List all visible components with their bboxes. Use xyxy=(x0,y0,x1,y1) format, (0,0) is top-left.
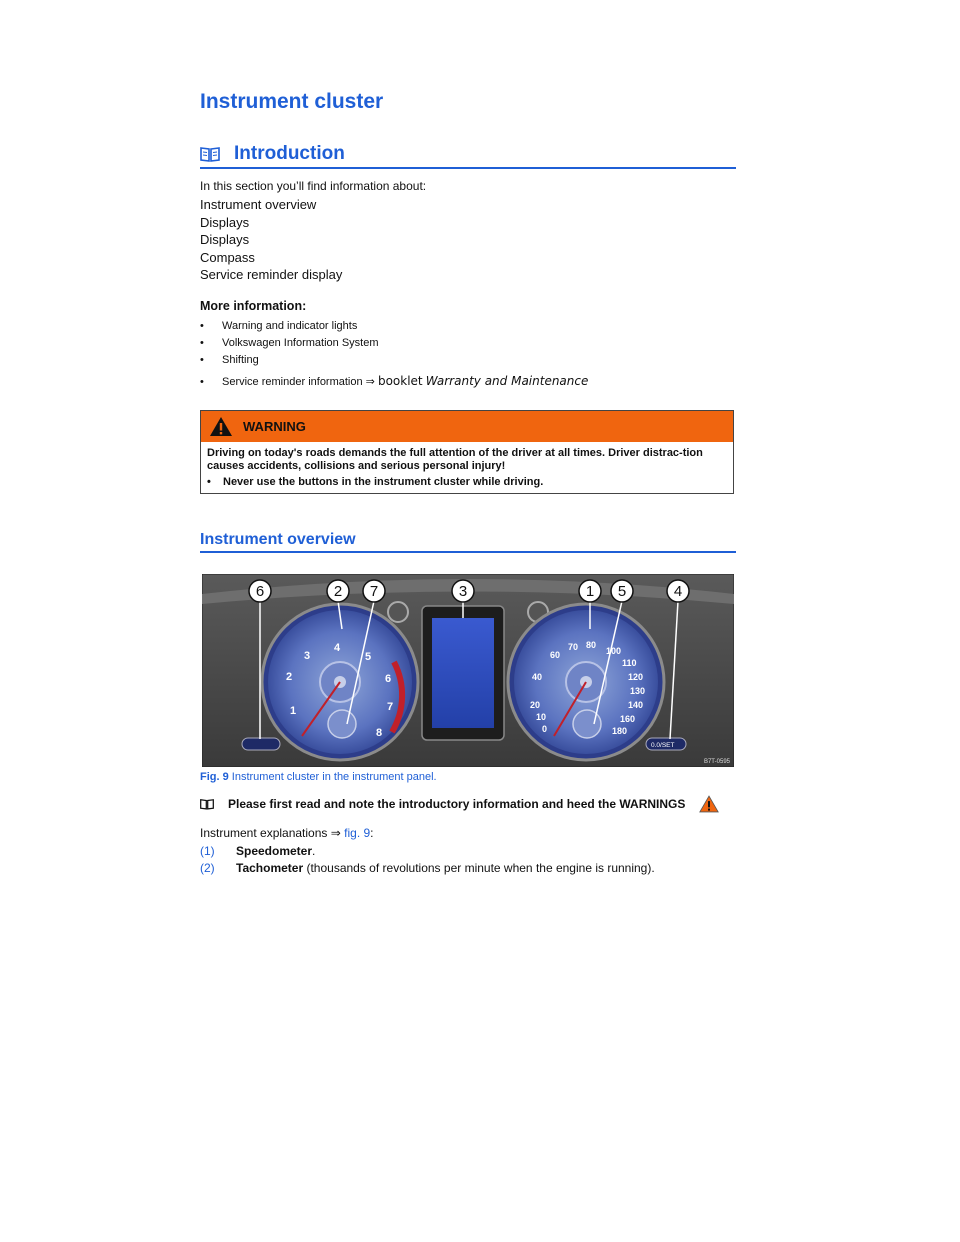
explanation-item xyxy=(200,861,655,875)
explain-prefix: Instrument explanations ⇒ xyxy=(200,826,345,840)
warning-bullet-text: Never use the buttons in the instrument cluster while driving. xyxy=(223,476,544,488)
topic-link[interactable]: Displays xyxy=(200,214,250,230)
list-item-text: Service reminder information ⇒ xyxy=(222,376,378,388)
speed-tick-label: 0 xyxy=(542,724,548,734)
instrument-explanations xyxy=(200,826,374,840)
topic-link[interactable]: Displays xyxy=(200,232,250,248)
more-information-list xyxy=(200,320,588,391)
speed-tick-label: 130 xyxy=(630,686,646,696)
item-term: Tachometer xyxy=(236,861,304,875)
list-item-text: Shifting xyxy=(222,354,259,366)
figure-number: Fig. 9 xyxy=(200,771,229,783)
bullet-icon: • xyxy=(200,354,204,366)
explanation-item xyxy=(200,844,315,858)
callout-label: 7 xyxy=(369,583,379,600)
bullet-icon: • xyxy=(207,476,211,488)
item-rest: (thousands of revolutions per minute when the engine is running). xyxy=(303,861,655,875)
more-information-title: More information: xyxy=(200,299,307,313)
booklet-title: Warranty and Maintenance xyxy=(425,374,589,388)
section-heading-text: Introduction xyxy=(234,143,345,164)
open-book-icon xyxy=(200,146,220,162)
list-item[interactable] xyxy=(200,374,588,391)
speed-tick-label: 70 xyxy=(568,642,579,652)
speed-tick-label: 180 xyxy=(612,726,628,736)
figure-code: B7T-0595 xyxy=(703,759,730,765)
item-term: Speedometer xyxy=(236,844,313,858)
callout-label: 1 xyxy=(585,583,595,600)
warning-label: WARNING xyxy=(243,419,306,434)
speedometer-dial xyxy=(508,604,664,760)
topic-link[interactable]: Instrument overview xyxy=(200,197,317,212)
warning-bullet xyxy=(207,476,727,489)
section-heading-introduction xyxy=(200,143,736,169)
explain-suffix: : xyxy=(370,826,374,840)
speed-tick-label: 160 xyxy=(620,714,636,724)
callout-label: 6 xyxy=(255,583,265,600)
page-title: Instrument cluster xyxy=(200,90,384,113)
warning-text: Driving on today's roads demands the full attention of the driver at all times. Driver distrac-tion causes accidents, collisions and serious personal injury! xyxy=(207,447,703,472)
warning-triangle-icon xyxy=(209,416,233,437)
speed-tick-label: 10 xyxy=(536,712,547,722)
warnings-note xyxy=(200,795,719,813)
figure-caption xyxy=(200,771,437,783)
speed-tick-label: 120 xyxy=(628,672,644,682)
list-item-text: Warning and indicator lights xyxy=(222,320,358,332)
item-rest: . xyxy=(312,844,316,858)
figure-caption-text: Instrument cluster in the instrument panel. xyxy=(228,771,437,783)
tach-tick-label: 8 xyxy=(376,727,383,739)
left-knob[interactable] xyxy=(388,602,408,622)
left-clock-button[interactable] xyxy=(242,738,280,750)
booklet-word: booklet xyxy=(377,374,423,388)
list-item-text: Volkswagen Information System xyxy=(222,337,379,349)
warning-header xyxy=(201,411,733,442)
center-display xyxy=(422,606,504,740)
item-number[interactable]: (1) xyxy=(200,844,215,858)
callout-label: 4 xyxy=(673,583,683,600)
figure-link[interactable]: fig. 9 xyxy=(344,826,371,840)
bullet-icon: • xyxy=(200,320,204,332)
speed-tick-label: 20 xyxy=(530,700,541,710)
speed-tick-label: 110 xyxy=(622,658,637,668)
callout-label: 2 xyxy=(333,583,343,600)
topic-link[interactable]: Compass xyxy=(200,249,255,265)
list-item[interactable] xyxy=(200,320,588,337)
item-number[interactable]: (2) xyxy=(200,861,215,875)
tach-tick-label: 4 xyxy=(334,642,341,654)
warning-body xyxy=(201,442,733,489)
section-heading-instrument-overview: Instrument overview xyxy=(200,531,736,553)
warning-triangle-icon[interactable] xyxy=(699,795,719,813)
tach-tick-label: 1 xyxy=(290,705,297,717)
list-item[interactable] xyxy=(200,354,588,371)
bullet-icon: • xyxy=(200,337,204,349)
callout-label: 5 xyxy=(617,583,627,600)
topic-list xyxy=(200,196,342,284)
open-book-icon xyxy=(200,798,214,810)
bullet-icon: • xyxy=(200,376,204,388)
tach-tick-label: 5 xyxy=(365,651,372,663)
speed-tick-label: 60 xyxy=(550,650,561,660)
topic-link[interactable]: Service reminder display xyxy=(200,267,343,283)
intro-lead: In this section you’ll find information about: xyxy=(200,179,427,193)
tach-tick-label: 7 xyxy=(387,701,394,713)
list-item[interactable] xyxy=(200,337,588,354)
tach-tick-label: 2 xyxy=(286,671,293,683)
speed-tick-label: 100 xyxy=(606,646,622,656)
callout-label: 3 xyxy=(458,583,468,600)
tach-tick-label: 6 xyxy=(385,673,392,685)
speed-tick-label: 40 xyxy=(532,672,543,682)
speed-tick-label: 80 xyxy=(586,640,597,650)
instrument-cluster-figure xyxy=(202,574,734,767)
tach-tick-label: 3 xyxy=(304,650,311,662)
warning-box xyxy=(200,410,734,494)
warnings-note-text: Please first read and note the introductory information and heed the WARNINGS xyxy=(228,797,686,811)
reset-button-label: 0.0/SET xyxy=(651,742,675,749)
speed-tick-label: 140 xyxy=(628,700,644,710)
